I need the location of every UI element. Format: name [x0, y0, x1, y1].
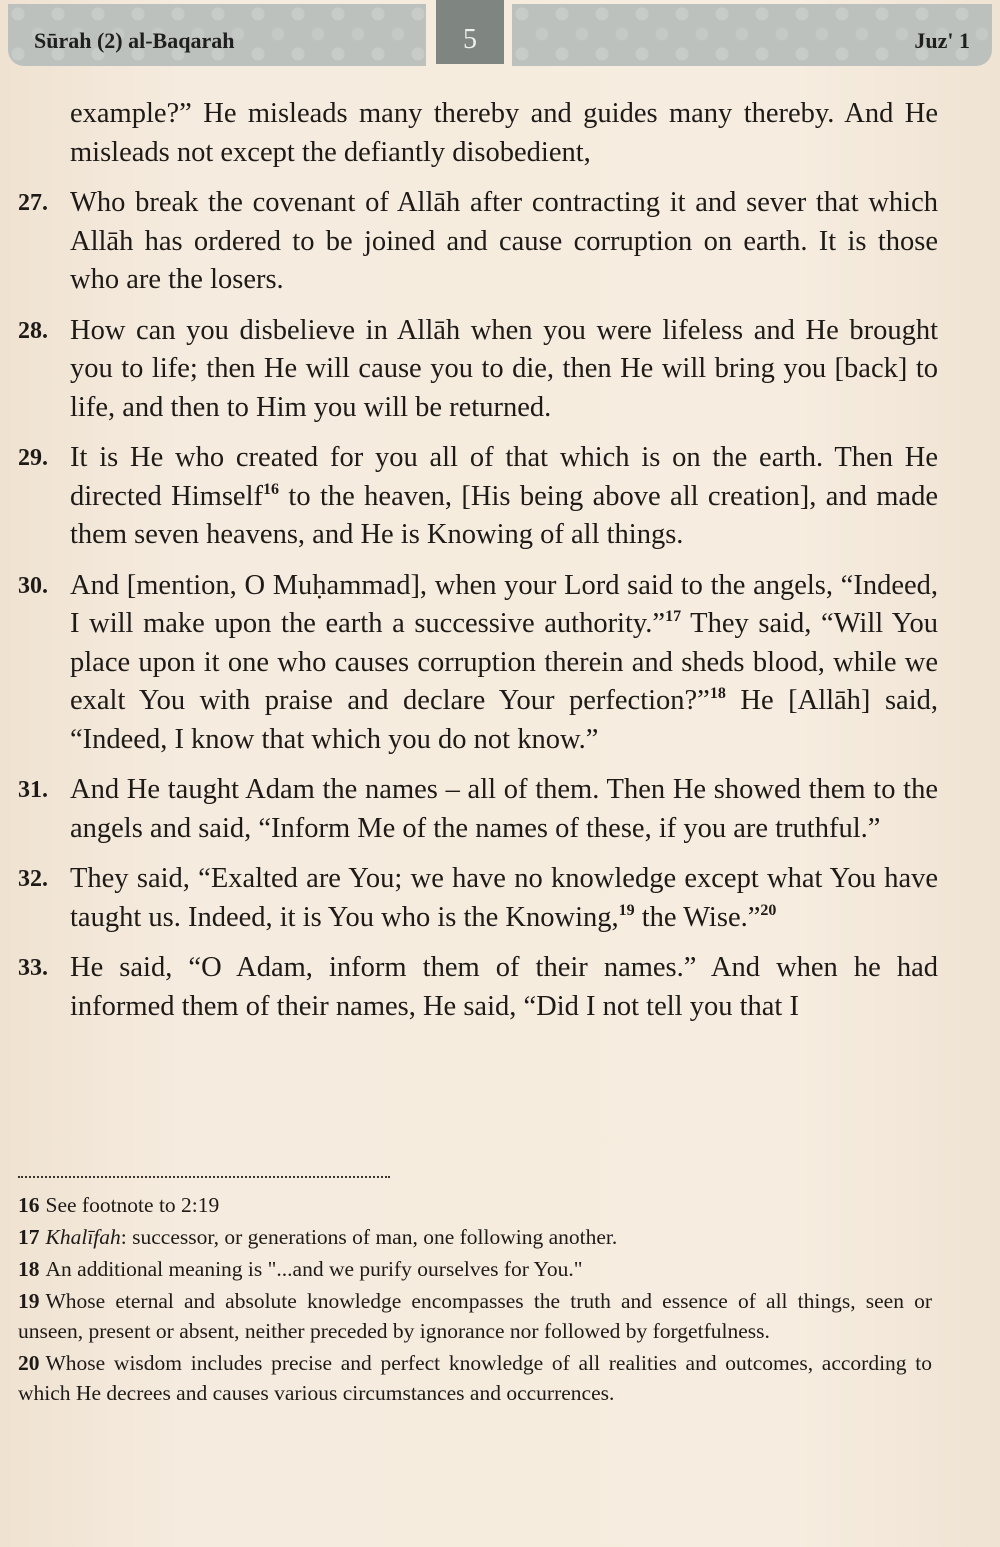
verse-number: 32. [18, 866, 48, 892]
footnote-19 [18, 1286, 932, 1346]
verse-text: They said, “Exalted are You; we have no knowledge except what You have taught us. Indeed, it is You who is the Knowing, [70, 863, 938, 933]
verse-text: He [Allāh] said, “Indeed, I know that which you do not know.” [70, 685, 938, 755]
verse-28 [18, 312, 938, 428]
footnote-20 [18, 1348, 932, 1408]
footnotes [18, 1190, 932, 1410]
footnote-divider [18, 1176, 390, 1178]
verse-number: 27. [18, 190, 48, 216]
footnote-ref-20[interactable]: 20 [760, 901, 777, 919]
verse-text: And He taught Adam the names – all of them. Then He showed them to the angels and said, “Inform Me of the names of these, if you are truthful.” [70, 774, 938, 844]
verse-continuation [18, 95, 938, 172]
footnote-text: See footnote to 2:19 [45, 1193, 220, 1217]
footnote-text: Whose wisdom includes precise and perfect knowledge of all realities and outcomes, according to which He decrees and causes various circumstances and occurrences. [18, 1351, 932, 1405]
verse-number: 33. [18, 955, 48, 981]
surah-title: Sūrah (2) al-Baqarah [34, 28, 235, 53]
footnote-number: 16 [18, 1193, 40, 1217]
verse-33 [18, 949, 938, 1026]
footnote-ref-18[interactable]: 18 [709, 685, 726, 702]
page-number: 5 [436, 0, 504, 64]
verse-text: Who break the covenant of Allāh after contracting it and sever that which Allāh has ordered to be joined and cause corruption on earth. It is those who are the losers. [70, 187, 938, 295]
page-header [8, 0, 992, 84]
footnote-ref-19[interactable]: 19 [618, 901, 635, 919]
continuation-line-1: example?” He misleads many thereby and guides many thereby. [70, 98, 835, 129]
footnote-ref-17[interactable]: 17 [665, 608, 682, 625]
verse-text: It is He who created for you all of that which is on the earth. Then He directed Himself [70, 442, 938, 512]
footnote-number: 18 [18, 1257, 40, 1281]
verse-31 [18, 771, 938, 848]
verse-text: He said, “O Adam, inform them of their names.” And when he had informed them of their names, He said, “Did I not tell you that I [70, 952, 938, 1022]
verse-text: How can you disbelieve in Allāh when you were lifeless and He brought you to life; then He will cause you to die, then He will bring you [back] to life, and then to Him you will be returned. [70, 314, 938, 423]
footnote-term: Khalīfah [45, 1225, 121, 1249]
verse-30 [18, 567, 938, 760]
verse-text: And [mention, O Muḥammad], when your Lord said to the angels, “Indeed, I will make upon the earth a successive authority.” [70, 569, 938, 639]
juz-label: Juz' 1 [914, 28, 970, 53]
verse-29 [18, 439, 938, 555]
verse-text: They said, “Will You place upon it one who causes corruption therein and sheds blood, while we exalt You with praise and declare Your perfection?” [70, 608, 938, 716]
verse-number: 30. [18, 572, 48, 599]
footnote-text: Whose eternal and absolute knowledge encompasses the truth and essence of all things, seen or unseen, present or absent, neither preceded by ignorance nor followed by forgetfulness. [18, 1289, 932, 1343]
footnote-17 [18, 1222, 932, 1252]
footnote-ref-16[interactable]: 16 [263, 480, 279, 498]
verse-32 [18, 860, 938, 937]
verse-text: the Wise.” [634, 901, 761, 933]
verse-number: 31. [18, 777, 48, 803]
footnote-number: 20 [18, 1351, 40, 1375]
verses-body [18, 95, 938, 1038]
verse-number: 28. [18, 317, 48, 344]
footnote-text: : successor, or generations of man, one following another. [120, 1225, 618, 1249]
footnote-16 [18, 1190, 932, 1220]
footnote-number: 19 [18, 1289, 40, 1313]
verse-text: to the heaven, [His being above all creation], and made them seven heavens, and He is Knowing of all things. [70, 480, 938, 550]
verse-27 [18, 184, 938, 300]
footnote-number: 17 [18, 1225, 40, 1249]
verse-number: 29. [18, 445, 48, 471]
footnote-text: An additional meaning is "...and we purify ourselves for You." [45, 1257, 583, 1281]
footnote-18 [18, 1254, 932, 1284]
continuation-line-2: And He misleads not except the defiantly disobedient, [70, 98, 938, 168]
